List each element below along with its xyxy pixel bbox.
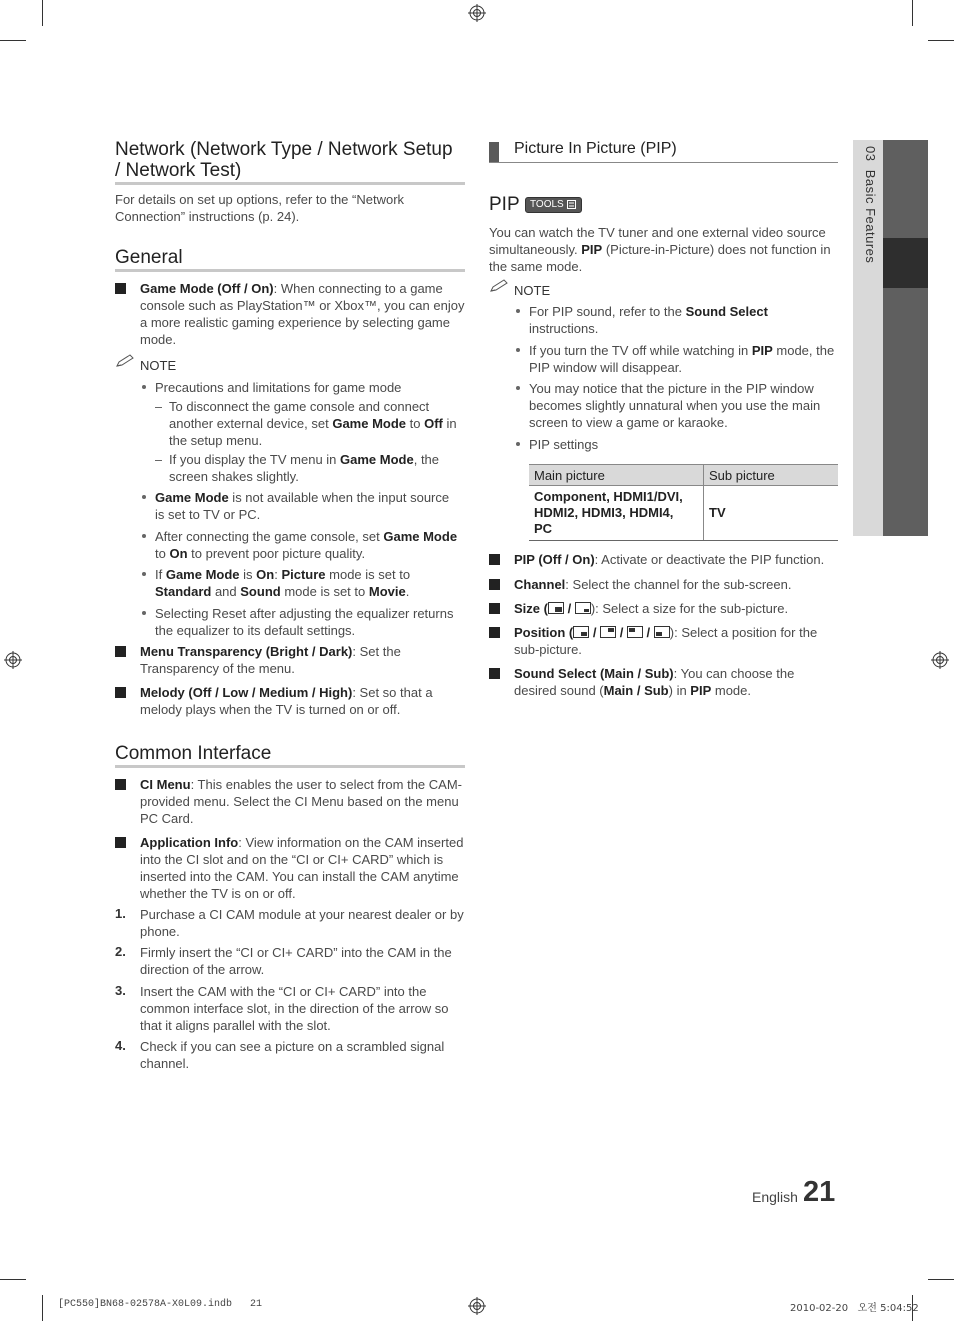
game-mode-text: mode. <box>140 332 177 347</box>
network-body-line: Connection” instructions (p. 24). <box>115 209 300 224</box>
registration-mark-icon <box>4 651 22 669</box>
print-date-slug: 2010-02-20 오전 5:04:52 <box>790 1303 919 1314</box>
text: into the CI slot and on the “CI or CI+ CARD” which is <box>140 852 444 867</box>
ci-menu-item <box>140 776 462 827</box>
text: PIP window will disappear. <box>529 360 682 375</box>
text: the same mode. <box>489 259 583 274</box>
text: screen to view a game or karaoke. <box>529 415 728 430</box>
pip-size-small-icon <box>575 602 591 614</box>
text: Insert the CAM with the “CI or CI+ CARD” into the <box>140 984 427 999</box>
bullet-icon <box>142 572 146 576</box>
menu-transparency-item <box>140 643 401 677</box>
bullet-icon <box>142 495 146 499</box>
note-label: NOTE <box>140 358 177 373</box>
note-item <box>155 605 453 639</box>
chapter-tab-marker <box>883 238 928 288</box>
table-header-main: Main picture <box>529 465 704 486</box>
text: : This enables the user to select from the CAM- <box>190 777 462 792</box>
text: inserted into the CAM. You can install the CAM anytime <box>140 869 459 884</box>
square-bullet-icon <box>115 283 126 294</box>
bullet-icon <box>142 534 146 538</box>
table-cell-main <box>529 486 704 541</box>
text: : Set the <box>352 644 401 659</box>
heading-rule <box>115 269 465 272</box>
note-subitem <box>169 451 439 485</box>
term: On <box>169 546 188 561</box>
text: You can watch the TV tuner and one external video source <box>489 225 826 240</box>
note-subitem-line: screen shakes slightly. <box>169 469 299 484</box>
section-marker <box>489 142 499 162</box>
step-number: 4. <box>115 1038 126 1053</box>
step-text <box>140 983 449 1034</box>
note-item: Precautions and limitations for game mode <box>155 380 402 395</box>
network-heading-line1: Network (Network Type / Network Setup <box>115 139 453 160</box>
text: channel. <box>140 1056 190 1071</box>
note-item: PIP settings <box>529 437 599 452</box>
text: : Select the channel for the sub-screen. <box>565 577 792 592</box>
square-bullet-icon <box>489 627 500 638</box>
text: . <box>405 584 410 599</box>
text: sub-picture. <box>514 642 582 657</box>
bullet-icon <box>142 385 146 389</box>
text: ) in <box>668 683 691 698</box>
text: , the <box>413 452 440 467</box>
network-heading <box>115 139 475 181</box>
term: On <box>256 567 275 582</box>
tools-badge <box>525 197 582 213</box>
step-text <box>140 906 464 940</box>
note-item-line <box>155 583 410 600</box>
note-item-line: the equalizer to its default settings. <box>155 623 356 638</box>
text: : Set so that a <box>352 685 433 700</box>
bullet-icon <box>516 386 520 390</box>
game-mode-term: Game Mode (Off / On) <box>140 281 274 296</box>
heading-rule <box>115 182 465 185</box>
text: Component, HDMI1/DVI, <box>534 489 683 504</box>
text: mode is set to <box>325 567 411 582</box>
text: HDMI2, HDMI3, HDMI4, <box>534 505 674 520</box>
text: You may notice that the picture in the PIP window <box>529 381 814 396</box>
term: Melody (Off / Low / Medium / High) <box>140 685 353 700</box>
text: mode. <box>711 683 752 698</box>
application-info-item <box>140 834 463 902</box>
text: If you turn the TV off while watching in <box>529 343 752 358</box>
note-item-line: Selecting Reset after adjusting the equalizer returns <box>155 606 454 621</box>
text: whether the TV is on or off. <box>140 886 296 901</box>
note-subitem-line: To disconnect the game console and connect <box>169 399 430 414</box>
table-header-row <box>529 465 838 486</box>
game-mode-item <box>140 280 464 348</box>
step-text <box>140 944 452 978</box>
text: common interface slot, in the direction of the arrow so <box>140 1001 449 1016</box>
chapter-number: 03 <box>863 146 878 162</box>
note-item-line <box>155 545 457 562</box>
step-number: 2. <box>115 944 126 959</box>
pencil-note-icon <box>115 354 135 368</box>
term: Standard <box>155 584 212 599</box>
text: to <box>406 416 425 431</box>
pip-bottom-right-icon <box>573 626 589 638</box>
general-heading: General <box>115 247 183 268</box>
pip-size-large-icon <box>548 602 564 614</box>
pip-intro <box>489 224 831 275</box>
text: provided menu. Select the CI Menu based on the menu <box>140 794 459 809</box>
text: mode is set to <box>280 584 369 599</box>
bullet-icon <box>516 442 520 446</box>
square-bullet-icon <box>489 603 500 614</box>
network-body-line: For details on set up options, refer to the “Network <box>115 192 405 207</box>
crop-mark <box>42 1295 43 1321</box>
game-mode-text: : When connecting to a game <box>273 281 443 296</box>
note-item-line <box>155 528 457 545</box>
term: PIP <box>690 683 712 698</box>
text: : Activate or deactivate the PIP function. <box>594 552 825 567</box>
bullet-icon <box>142 611 146 615</box>
common-interface-heading: Common Interface <box>115 743 272 764</box>
term: Game Mode <box>155 490 229 505</box>
crop-mark <box>928 1279 954 1280</box>
square-bullet-icon <box>115 779 126 790</box>
footer-language: English <box>752 1189 798 1205</box>
term: Position <box>514 625 566 640</box>
text: (Picture-in-Picture) does not function in <box>602 242 831 257</box>
term: Sound <box>240 584 281 599</box>
chapter-tab-dark <box>883 140 928 536</box>
term: Game Mode <box>332 416 407 431</box>
tools-icon <box>567 200 578 210</box>
melody-item <box>140 684 433 718</box>
note-item-line <box>155 489 449 506</box>
step-number: 3. <box>115 983 126 998</box>
text: PC <box>534 521 553 536</box>
channel-item <box>514 576 791 593</box>
note-item <box>529 342 834 376</box>
sound-select-item <box>514 665 794 699</box>
text: becomes slightly unnatural when you use the main <box>529 398 821 413</box>
chapter-tab-label <box>863 146 878 263</box>
term: Main / Sub <box>603 683 669 698</box>
pip-top-right-icon <box>600 626 616 638</box>
print-file-slug: [PC550]BN68-02578A-X0L09.indb 21 <box>58 1299 263 1310</box>
term: Menu Transparency (Bright / Dark) <box>140 644 353 659</box>
note-item <box>155 528 457 562</box>
table-header-sub: Sub picture <box>704 465 839 486</box>
term: Game Mode <box>383 529 458 544</box>
note-subitem <box>169 398 457 449</box>
crop-mark <box>912 0 913 26</box>
term: Game Mode <box>165 567 240 582</box>
step-text <box>140 1038 444 1072</box>
tools-label: TOOLS <box>530 199 564 210</box>
text: ): Select a position for the <box>669 625 818 640</box>
text: and <box>211 584 241 599</box>
crop-mark <box>0 1279 26 1280</box>
text: in <box>442 416 457 431</box>
registration-mark-icon <box>468 1297 486 1315</box>
step-number: 1. <box>115 906 126 921</box>
note-item <box>529 380 820 431</box>
position-item: Position ( / / / ): Select a position for the sub-picture. <box>514 625 818 657</box>
note-subitem-line: the setup menu. <box>169 433 263 448</box>
square-bullet-icon <box>115 837 126 848</box>
text: desired sound ( <box>514 683 604 698</box>
term: Movie <box>368 584 406 599</box>
note-item <box>529 303 768 337</box>
term: Channel <box>514 577 566 592</box>
text: : <box>274 567 282 582</box>
heading-rule <box>115 765 465 768</box>
term: Sound Select (Main / Sub) <box>514 666 674 681</box>
registration-mark-icon <box>931 651 949 669</box>
text: phone. <box>140 924 180 939</box>
text: Check if you can see a picture on a scrambled signal <box>140 1039 445 1054</box>
text: If you display the TV menu in <box>169 452 341 467</box>
pip-onoff-item <box>514 551 824 568</box>
pip-settings-table <box>529 464 838 541</box>
text: Purchase a CI CAM module at your nearest dealer or by <box>140 907 464 922</box>
dash-icon <box>155 460 162 461</box>
term: CI Menu <box>140 777 191 792</box>
square-bullet-icon <box>489 668 500 679</box>
page-number: 21 <box>803 1176 836 1208</box>
section-rule <box>489 162 838 163</box>
text: : You can choose the <box>673 666 795 681</box>
text: another external device, set <box>169 416 333 431</box>
term: PIP (Off / On) <box>514 552 595 567</box>
text: to <box>155 546 170 561</box>
table-cell-sub: TV <box>704 486 839 541</box>
table-row <box>529 486 838 541</box>
crop-mark <box>0 40 26 41</box>
text: For PIP sound, refer to the <box>529 304 686 319</box>
text: ): Select a size for the sub-picture. <box>590 601 789 616</box>
pip-section-heading: Picture In Picture (PIP) <box>514 140 677 157</box>
text: melody plays when the TV is turned on or off. <box>140 702 401 717</box>
term: Picture <box>281 567 326 582</box>
text: mode, the <box>772 343 835 358</box>
note-item-line: is set to TV or PC. <box>155 507 261 522</box>
term: Sound Select <box>685 304 768 319</box>
pip-bottom-left-icon <box>654 626 670 638</box>
pip-top-left-icon <box>627 626 643 638</box>
text: Firmly insert the “CI or CI+ CARD” into the CAM in the <box>140 945 452 960</box>
size-item: Size ( / ): Select a size for the sub-picture. <box>514 601 789 616</box>
network-body <box>115 191 404 225</box>
note-item <box>155 566 410 600</box>
term: Application Info <box>140 835 239 850</box>
game-mode-text: console such as PlayStation™ or Xbox™, you can enjoy <box>140 298 465 313</box>
text: is <box>239 567 257 582</box>
term: Size <box>514 601 541 616</box>
note-subitem-line <box>169 451 439 468</box>
text: Transparency of the menu. <box>140 661 295 676</box>
pip-title: PIP <box>489 194 520 215</box>
bullet-icon <box>516 348 520 352</box>
text: instructions. <box>529 321 599 336</box>
text: After connecting the game console, set <box>155 529 384 544</box>
text: If <box>155 567 166 582</box>
text: simultaneously. <box>489 242 582 257</box>
note-item <box>155 489 449 523</box>
text: that it aligns parallel with the slot. <box>140 1018 331 1033</box>
square-bullet-icon <box>489 579 500 590</box>
note-item-line <box>155 566 410 583</box>
text: to prevent poor picture quality. <box>187 546 366 561</box>
term: PIP <box>751 343 773 358</box>
registration-mark-icon <box>468 4 486 22</box>
bullet-icon <box>516 309 520 313</box>
text: PC Card. <box>140 811 194 826</box>
crop-mark <box>928 40 954 41</box>
term: PIP <box>581 242 603 257</box>
square-bullet-icon <box>115 687 126 698</box>
crop-mark <box>42 0 43 26</box>
dash-icon <box>155 407 162 408</box>
text: : View information on the CAM inserted <box>238 835 464 850</box>
chapter-title: Basic Features <box>863 169 878 264</box>
note-label: NOTE <box>514 283 551 298</box>
pencil-note-icon <box>489 279 509 293</box>
term: Off <box>424 416 443 431</box>
text: direction of the arrow. <box>140 962 265 977</box>
network-heading-line2: / Network Test) <box>115 160 242 181</box>
text: is not available when the input source <box>228 490 450 505</box>
note-subitem-line <box>169 415 457 432</box>
game-mode-text: a more realistic gaming experience by selecting game <box>140 315 450 330</box>
square-bullet-icon <box>115 646 126 657</box>
term: Game Mode <box>340 452 414 467</box>
square-bullet-icon <box>489 554 500 565</box>
